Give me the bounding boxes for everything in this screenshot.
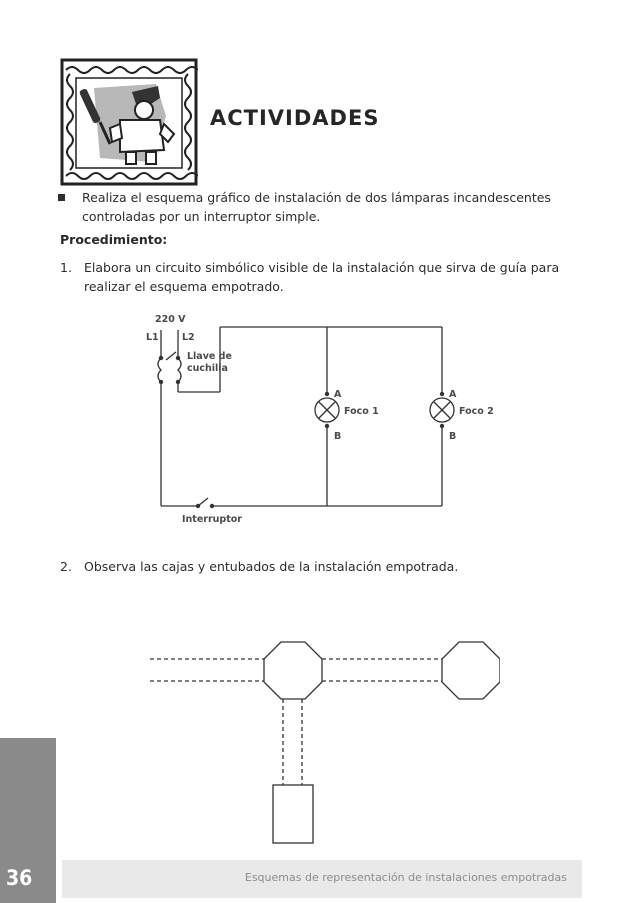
page-title: ACTIVIDADES [210, 106, 380, 130]
step-text: Elabora un circuito simbólico visible de la instalación que sirva de guía para realizar el esquema empotrado. [84, 260, 560, 294]
voltage-label: 220 V [155, 314, 186, 325]
knife-switch-label: cuchilla [187, 363, 228, 374]
procedure-heading: Procedimiento: [60, 232, 168, 247]
lamp2-terminal-a: A [449, 389, 457, 400]
lamp-icon [315, 398, 339, 422]
switch-label: Interruptor [182, 514, 242, 525]
lamp1-terminal-b: B [334, 431, 342, 442]
lamp-icon [430, 398, 454, 422]
line2-label: L2 [182, 332, 195, 343]
stamp-illustration-icon [60, 58, 198, 186]
intro-bullet-text: Realiza el esquema gráfico de instalación de dos lámparas incandescentes controladas por un interruptor simple. [82, 190, 551, 224]
lamp1-terminal-a: A [334, 389, 342, 400]
conduit-diagram [140, 637, 500, 847]
circuit-diagram [140, 306, 510, 528]
lamp2-label: Foco 2 [459, 406, 494, 417]
line1-label: L1 [146, 332, 159, 343]
lamp1-label: Foco 1 [344, 406, 379, 417]
bullet-square-icon [58, 194, 65, 201]
knife-switch-label: Llave de [187, 351, 232, 362]
footer-text: Esquemas de representación de instalaciones empotradas [244, 871, 567, 884]
lamp2-terminal-b: B [449, 431, 457, 442]
page-number: 36 [6, 866, 33, 890]
step-number: 1. [60, 260, 72, 275]
step-text: Observa las cajas y entubados de la instalación empotrada. [84, 559, 459, 574]
step-number: 2. [60, 559, 72, 574]
